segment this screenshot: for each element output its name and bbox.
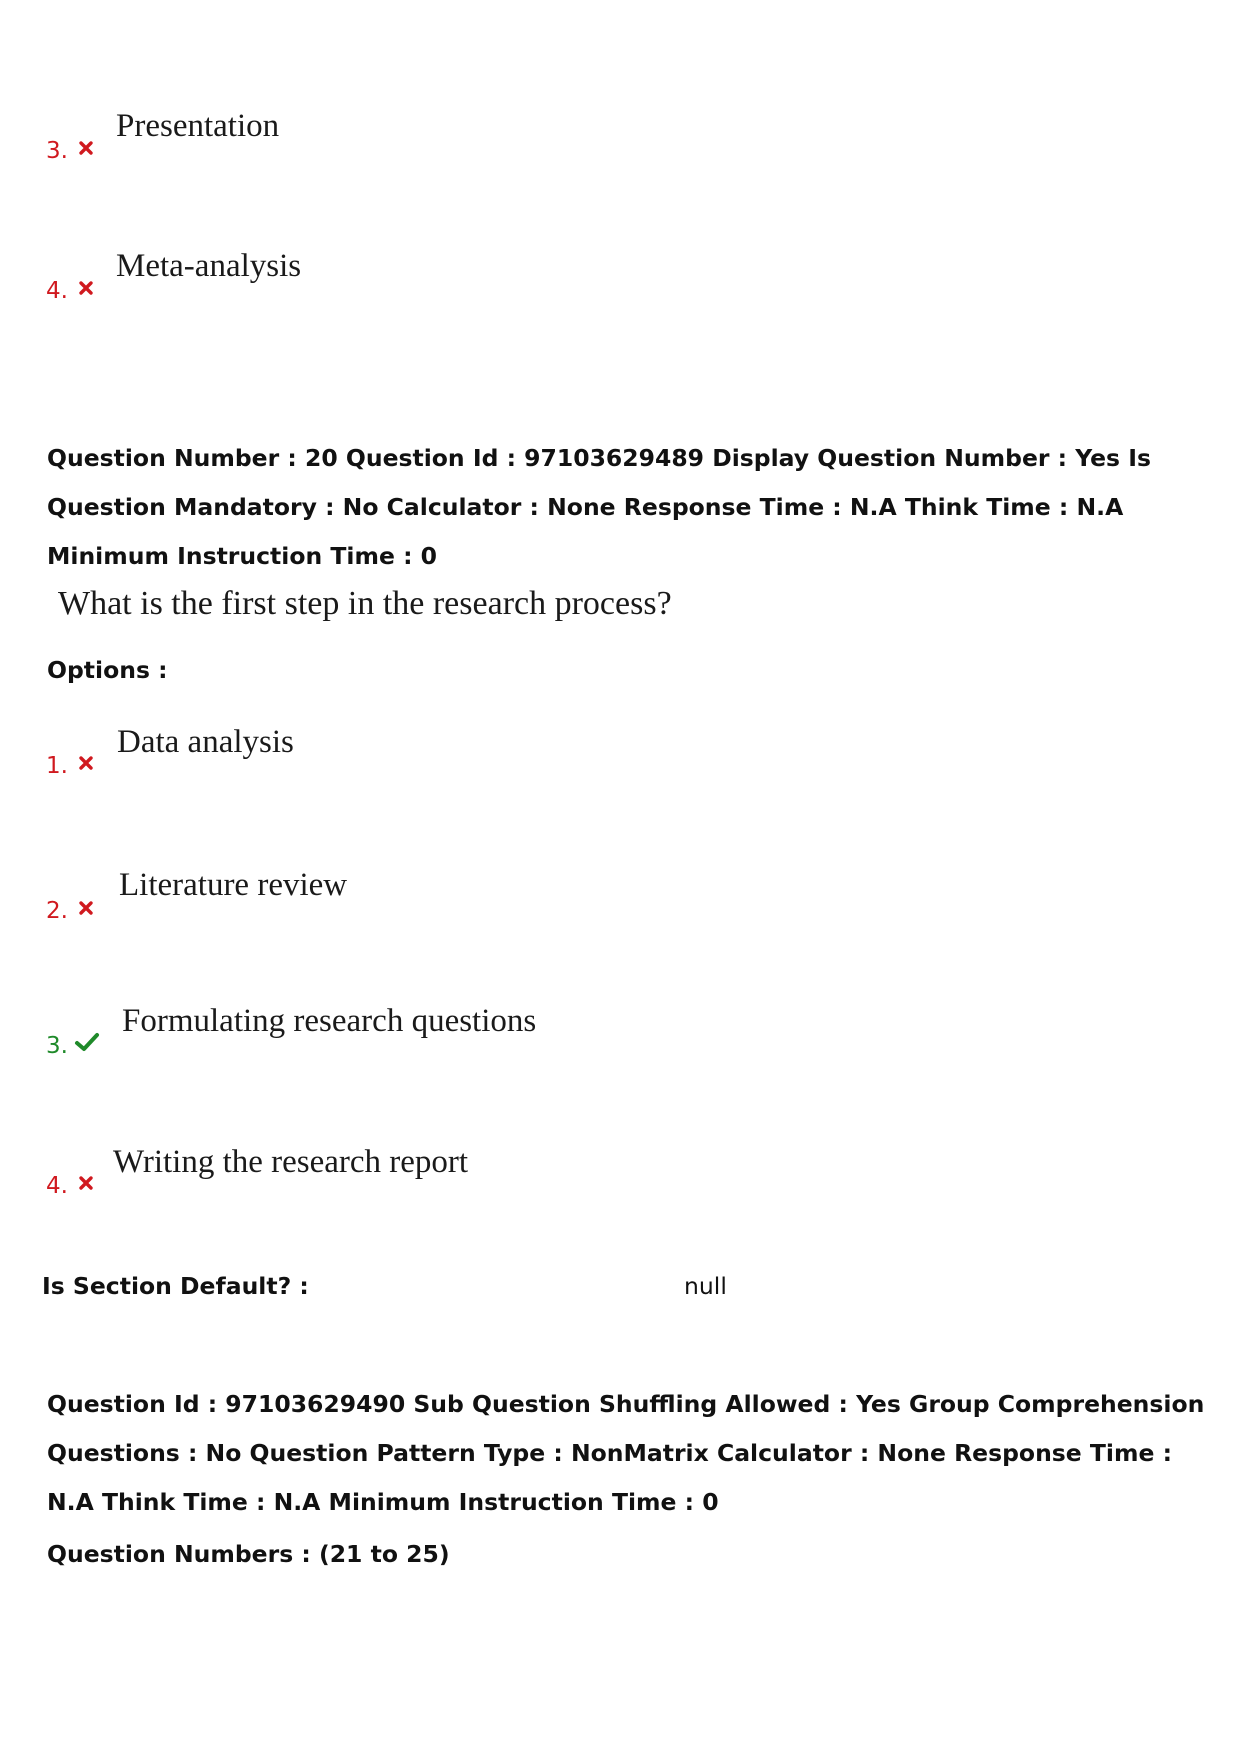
section-default-label: Is Section Default? :	[42, 1272, 309, 1300]
option-number: 3.	[46, 138, 68, 164]
check-icon	[74, 1031, 100, 1053]
cross-icon	[78, 755, 94, 771]
cross-icon	[78, 1175, 94, 1191]
option-number: 2.	[46, 898, 68, 924]
option-number: 3.	[46, 1033, 68, 1059]
options-label: Options :	[47, 656, 168, 684]
option-text: Meta-analysis	[116, 248, 302, 284]
section-default-value: null	[684, 1272, 727, 1300]
question-text: What is the first step in the research process?	[58, 585, 672, 622]
cross-icon	[78, 140, 94, 156]
question-numbers: Question Numbers : (21 to 25)	[47, 1540, 450, 1568]
option-text: Formulating research questions	[122, 1003, 537, 1039]
option-text: Literature review	[119, 867, 348, 903]
option-number: 4.	[46, 278, 68, 304]
cross-icon	[78, 900, 94, 916]
option-text: Data analysis	[117, 724, 294, 760]
cross-icon	[78, 280, 94, 296]
option-number: 4.	[46, 1173, 68, 1199]
option-number: 1.	[46, 753, 68, 779]
option-text: Presentation	[116, 108, 280, 144]
group-meta: Question Id : 97103629490 Sub Question Shuffling Allowed : Yes Group Comprehension Questions : No Question Pattern Type : NonMatrix Calculator : None Response Time : N.A Think Time : N.A Minimum Instruction Time : 0	[47, 1390, 1205, 1516]
option-text: Writing the research report	[113, 1144, 469, 1180]
question-meta: Question Number : 20 Question Id : 97103629489 Display Question Number : Yes Is Question Mandatory : No Calculator : None Response Time : N.A Think Time : N.A Minimum Instruction Time : 0	[47, 444, 1151, 570]
